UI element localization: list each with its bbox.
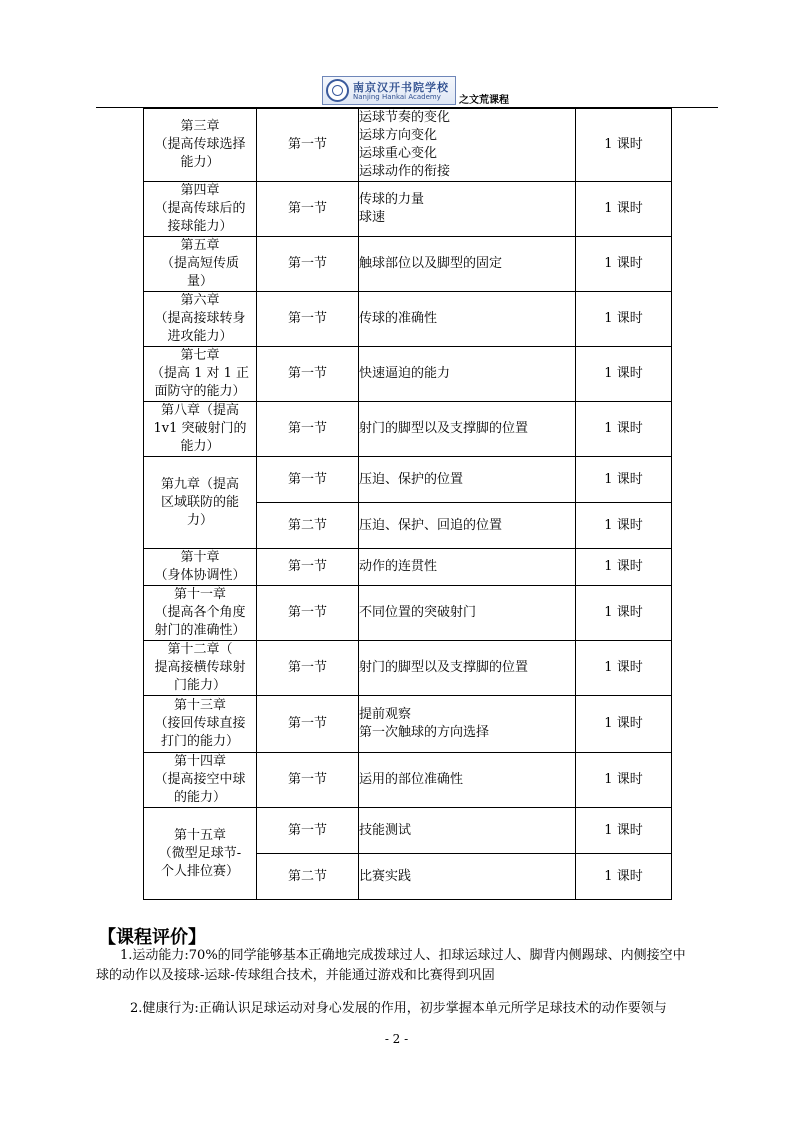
content-line: 比赛实践 bbox=[359, 868, 412, 884]
chapter-line: 提高接横传球射 bbox=[154, 660, 246, 675]
hours-cell: 1 课时 bbox=[576, 503, 672, 549]
chapter-line: 区域联防的能 bbox=[160, 494, 239, 510]
evaluation-para2-line1: 2.健康行为:正确认识足球运动对身心发展的作用，初步掌握本单元所学足球技术的动作要领与 bbox=[130, 1001, 667, 1016]
chapter-line: 射门的准确性） bbox=[154, 623, 246, 638]
hours-cell: 1 课时 bbox=[576, 753, 672, 808]
content-line: 传球的力量 bbox=[359, 192, 425, 207]
evaluation-para1-line1: 1.运动能力:70%的同学能够基本正确地完成拨球过人、扣球运球过人、脚背内侧踢球、内侧接空中 bbox=[120, 948, 686, 963]
chapter-line: 第十五章 bbox=[173, 827, 226, 843]
content-cell bbox=[359, 402, 576, 457]
table-row bbox=[144, 457, 672, 503]
table-row bbox=[144, 808, 672, 854]
content-line: 传球的准确性 bbox=[359, 311, 438, 326]
content-cell bbox=[359, 808, 576, 854]
hours-cell: 1 课时 bbox=[576, 696, 672, 753]
content-line: 触球部位以及脚型的固定 bbox=[359, 256, 503, 271]
evaluation-heading: 【课程评价】 bbox=[98, 927, 206, 948]
chapter-line: （提高接空中球 bbox=[154, 772, 246, 787]
chapter-cell bbox=[144, 457, 257, 549]
chapter-line: 第十二章（ bbox=[167, 642, 233, 657]
table-row bbox=[144, 237, 672, 292]
section-cell: 第一节 bbox=[257, 182, 359, 237]
chapter-line: 接球能力） bbox=[167, 219, 233, 234]
content-line: 射门的脚型以及支撑脚的位置 bbox=[359, 421, 529, 436]
chapter-line: （身体协调性） bbox=[154, 568, 246, 583]
hours-cell: 1 课时 bbox=[576, 182, 672, 237]
chapter-line: 量） bbox=[186, 274, 213, 289]
content-cell bbox=[359, 503, 576, 549]
hours-cell: 1 课时 bbox=[576, 457, 672, 503]
chapter-line: 第十四章 bbox=[173, 754, 226, 769]
chapter-line: 第六章 bbox=[180, 293, 220, 308]
section-cell: 第一节 bbox=[257, 586, 359, 641]
content-line: 球速 bbox=[359, 210, 386, 225]
chapter-line: 第三章 bbox=[180, 119, 220, 134]
section-cell: 第一节 bbox=[257, 347, 359, 402]
content-cell bbox=[359, 109, 576, 182]
chapter-line: 的能力） bbox=[173, 790, 226, 805]
content-line: 第一次触球的方向选择 bbox=[359, 725, 490, 740]
chapter-cell bbox=[144, 549, 257, 586]
section-cell: 第一节 bbox=[257, 808, 359, 854]
logo-english-name: Nanjing Hankai Academy bbox=[353, 93, 441, 101]
chapter-line: 1v1 突破射门的 bbox=[153, 421, 247, 436]
hours-cell: 1 课时 bbox=[576, 109, 672, 182]
content-line: 射门的脚型以及支撑脚的位置 bbox=[359, 660, 529, 675]
chapter-line: 进攻能力） bbox=[167, 329, 233, 344]
section-cell: 第一节 bbox=[257, 549, 359, 586]
chapter-cell bbox=[144, 753, 257, 808]
chapter-line: 门能力） bbox=[173, 678, 226, 693]
chapter-line: 第四章 bbox=[180, 183, 220, 198]
content-line: 不同位置的突破射门 bbox=[359, 605, 477, 620]
section-cell: 第二节 bbox=[257, 854, 359, 900]
content-line: 运球方向变化 bbox=[359, 128, 438, 143]
hours-cell: 1 课时 bbox=[576, 854, 672, 900]
content-cell bbox=[359, 457, 576, 503]
content-cell bbox=[359, 182, 576, 237]
content-line: 压迫、保护、回追的位置 bbox=[359, 517, 503, 533]
page-number: - 2 - bbox=[384, 1032, 409, 1046]
chapter-cell bbox=[144, 292, 257, 347]
hours-cell: 1 课时 bbox=[576, 641, 672, 696]
section-cell: 第一节 bbox=[257, 237, 359, 292]
table-row bbox=[144, 109, 672, 182]
content-line: 技能测试 bbox=[359, 822, 412, 838]
evaluation-para1-line2: 球的动作以及接球-运球-传球组合技术，并能通过游戏和比赛得到巩固 bbox=[96, 968, 495, 983]
chapter-cell bbox=[144, 347, 257, 402]
chapter-line: （提高接球转身 bbox=[154, 311, 246, 326]
chapter-line: 第十一章 bbox=[173, 587, 226, 602]
content-line: 快速逼迫的能力 bbox=[359, 366, 451, 381]
chapter-line: 第十章 bbox=[180, 550, 220, 565]
school-seal-icon bbox=[326, 79, 349, 102]
chapter-cell bbox=[144, 402, 257, 457]
chapter-line: 打门的能力） bbox=[160, 734, 239, 749]
content-line: 动作的连贯性 bbox=[359, 559, 438, 574]
hours-cell: 1 课时 bbox=[576, 549, 672, 586]
content-cell bbox=[359, 854, 576, 900]
content-cell bbox=[359, 292, 576, 347]
header-course-title: 之文荒课程 bbox=[459, 95, 509, 106]
hours-cell: 1 课时 bbox=[576, 402, 672, 457]
content-cell bbox=[359, 347, 576, 402]
table-row bbox=[144, 753, 672, 808]
section-cell: 第一节 bbox=[257, 457, 359, 503]
table-row bbox=[144, 182, 672, 237]
content-line: 压迫、保护的位置 bbox=[359, 471, 464, 487]
content-line: 运用的部位准确性 bbox=[359, 772, 464, 787]
table-row bbox=[144, 402, 672, 457]
chapter-cell bbox=[144, 696, 257, 753]
chapter-line: （微型足球节- bbox=[158, 845, 242, 861]
section-cell: 第一节 bbox=[257, 402, 359, 457]
section-cell: 第一节 bbox=[257, 753, 359, 808]
content-cell bbox=[359, 237, 576, 292]
chapter-line: 力） bbox=[186, 512, 213, 528]
chapter-line: 能力） bbox=[180, 155, 220, 170]
hours-cell: 1 课时 bbox=[576, 292, 672, 347]
content-cell bbox=[359, 549, 576, 586]
chapter-line: 第九章（提高 bbox=[160, 476, 239, 492]
school-logo bbox=[322, 76, 456, 105]
chapter-line: 面防守的能力） bbox=[154, 384, 246, 399]
hours-cell: 1 课时 bbox=[576, 808, 672, 854]
section-cell: 第一节 bbox=[257, 696, 359, 753]
content-line: 提前观察 bbox=[359, 707, 412, 722]
chapter-line: 第七章 bbox=[180, 348, 220, 363]
content-line: 运球动作的衔接 bbox=[359, 164, 451, 179]
section-cell: 第二节 bbox=[257, 503, 359, 549]
table-row bbox=[144, 641, 672, 696]
chapter-line: （提高各个角度 bbox=[154, 605, 246, 620]
chapter-cell bbox=[144, 109, 257, 182]
hours-cell: 1 课时 bbox=[576, 586, 672, 641]
chapter-line: 第十三章 bbox=[173, 698, 226, 713]
chapter-cell bbox=[144, 182, 257, 237]
content-cell bbox=[359, 696, 576, 753]
table-row bbox=[144, 347, 672, 402]
chapter-cell bbox=[144, 641, 257, 696]
table-row bbox=[144, 549, 672, 586]
content-cell bbox=[359, 586, 576, 641]
chapter-line: 个人排位赛） bbox=[160, 863, 239, 879]
chapter-line: 能力） bbox=[180, 439, 220, 454]
table-row bbox=[144, 586, 672, 641]
hours-cell: 1 课时 bbox=[576, 347, 672, 402]
section-cell: 第一节 bbox=[257, 292, 359, 347]
chapter-line: （提高传球选择 bbox=[154, 137, 246, 152]
chapter-cell bbox=[144, 808, 257, 900]
section-cell: 第一节 bbox=[257, 641, 359, 696]
chapter-line: （提高 1 对 1 正 bbox=[150, 366, 250, 381]
content-line: 运球节奏的变化 bbox=[359, 110, 451, 125]
chapter-line: 第五章 bbox=[180, 238, 220, 253]
table-row bbox=[144, 292, 672, 347]
hours-cell: 1 课时 bbox=[576, 237, 672, 292]
chapter-cell bbox=[144, 237, 257, 292]
chapter-line: （提高短传质 bbox=[160, 256, 239, 271]
course-schedule-table bbox=[143, 108, 672, 900]
chapter-line: 第八章（提高 bbox=[160, 403, 239, 418]
content-cell bbox=[359, 753, 576, 808]
section-cell: 第一节 bbox=[257, 109, 359, 182]
chapter-line: （提高传球后的 bbox=[154, 201, 246, 216]
chapter-line: （接回传球直接 bbox=[154, 716, 246, 731]
content-line: 运球重心变化 bbox=[359, 146, 438, 161]
content-cell bbox=[359, 641, 576, 696]
logo-chinese-name: 南京汉开书院学校 bbox=[353, 81, 449, 94]
table-row bbox=[144, 696, 672, 753]
chapter-cell bbox=[144, 586, 257, 641]
